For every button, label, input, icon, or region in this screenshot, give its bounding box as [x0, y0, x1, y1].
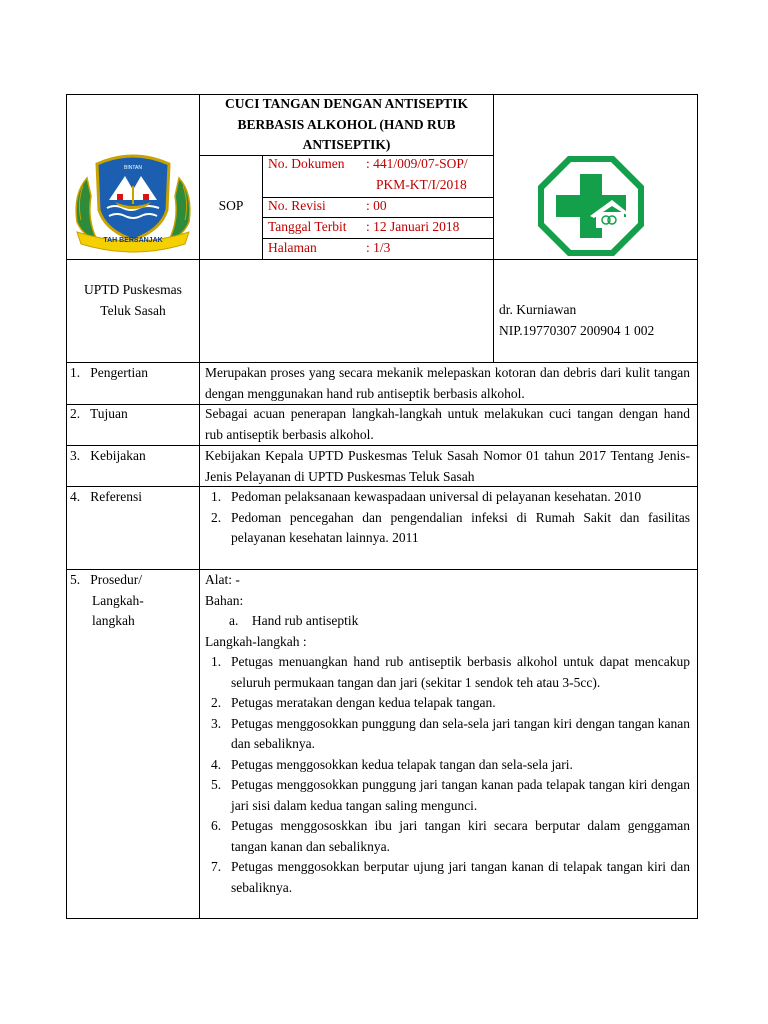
- list-item: [205, 857, 690, 898]
- list-item: [205, 755, 690, 776]
- section-label-referensi: 4. Referensi: [70, 489, 142, 504]
- table-border-left: [66, 94, 67, 919]
- list-number: 2.: [211, 509, 222, 525]
- langkah-list: [205, 652, 690, 898]
- list-number: 3.: [211, 715, 222, 731]
- referensi-list: [205, 487, 690, 549]
- section-text-kebijakan: Kebijakan Kepala UPTD Puskesmas Teluk Sasah Nomor 01 tahun 2017 Tentang Jenis-Jenis Pelayanan di UPTD Puskesmas Teluk Sasah: [205, 448, 690, 484]
- prosedur-label-line: 5. Prosedur/: [70, 572, 142, 587]
- section-label-tujuan: 2. Tujuan: [70, 406, 128, 421]
- list-text: Petugas menggosokkan punggung jari tangan kanan pada telapak tangan kiri dengan jari sisi dalam kedua tangan saling mengunci.: [231, 777, 690, 813]
- list-text: Pedoman pencegahan dan pengendalian infeksi di Rumah Sakit dan fasilitas pelayanan kesehatan lainnya. 2011: [231, 509, 690, 545]
- no-revisi-label: No. Revisi: [268, 198, 326, 213]
- bintan-emblem-logo: [69, 150, 197, 256]
- emblem-top-text: BINTAN: [124, 165, 142, 171]
- bahan-item: a. Hand rub antiseptik: [229, 613, 359, 628]
- divider: [493, 94, 494, 362]
- list-text: Petugas menggosokkan berputar ujung jari tangan kanan di telapak tangan kiri dan sebaliknya.: [231, 859, 690, 895]
- divider: [199, 94, 200, 919]
- signature-block: [499, 300, 695, 341]
- signer-nip: NIP.19770307 200904 1 002: [499, 322, 655, 338]
- prosedur-label-line: Langkah-: [92, 592, 144, 608]
- list-text: Petugas menggosokkan kedua telapak tangan dan sela-sela jari.: [231, 756, 573, 772]
- puskesmas-logo: [536, 154, 646, 258]
- tanggal-terbit-label: Tanggal Terbit: [268, 219, 347, 234]
- no-revisi-value: : 00: [366, 198, 387, 213]
- sop-label: SOP: [218, 198, 244, 213]
- section-text-pengertian: Merupakan proses yang secara mekanik melepaskan kotoran dan debris dari kulit tangan dengan menggunakan hand rub antiseptik berbasis alkohol.: [205, 365, 690, 401]
- org-name: [67, 280, 199, 321]
- list-number: 4.: [211, 756, 222, 772]
- list-number: 6.: [211, 818, 222, 833]
- divider: [262, 155, 263, 259]
- org-name-line: UPTD Puskesmas: [84, 282, 182, 297]
- list-text: Pedoman pelaksanaan kewaspadaan universal di pelayanan kesehatan. 2010: [231, 489, 642, 504]
- section-label-pengertian: 1. Pengertian: [70, 365, 148, 380]
- halaman-value: : 1/3: [366, 240, 391, 255]
- list-number: 1.: [211, 489, 222, 504]
- list-item: [205, 652, 690, 693]
- prosedur-content: [205, 570, 690, 898]
- list-item: [205, 775, 690, 816]
- tanggal-terbit-value: : 12 Januari 2018: [366, 219, 460, 234]
- title-line: CUCI TANGAN DENGAN ANTISEPTIK: [225, 96, 468, 111]
- no-dokumen-value: : 441/009/07-SOP/: [366, 156, 468, 171]
- halaman-label: Halaman: [268, 240, 317, 255]
- list-number: 7.: [211, 859, 222, 874]
- title-line: ANTISEPTIK): [302, 137, 391, 152]
- list-item: [205, 816, 690, 857]
- title-line: BERBASIS ALKOHOL (HAND RUB: [237, 116, 456, 132]
- list-text: Petugas menggosokkan punggung dan sela-sela jari tangan kiri dengan tangan kanan dan sebaliknya.: [231, 715, 690, 751]
- divider: [66, 259, 698, 260]
- signer-name: dr. Kurniawan: [499, 302, 577, 317]
- list-item: [205, 487, 690, 508]
- section-label-prosedur: [70, 570, 144, 632]
- list-text: Petugas menuangkan hand rub antiseptik berbasis alkohol untuk dapat mencakup seluruh permukaan tangan dan jari (sekitar 1 sendok teh atau 3-5cc).: [231, 654, 690, 690]
- no-dokumen-value-cont: PKM-KT/I/2018: [376, 177, 467, 192]
- list-text: Petugas meratakan dengan kedua telapak tangan.: [231, 695, 496, 710]
- list-number: 5.: [211, 777, 222, 792]
- table-border-right: [697, 94, 698, 919]
- section-text-tujuan: Sebagai acuan penerapan langkah-langkah untuk melakukan cuci tangan dengan hand rub antiseptik berbasis alkohol.: [205, 406, 690, 442]
- bahan-text: Bahan:: [205, 592, 244, 608]
- emblem-ribbon-text: TAH BERSANJAK: [103, 237, 163, 244]
- list-item: [205, 693, 690, 714]
- section-label-kebijakan: 3. Kebijakan: [70, 448, 146, 463]
- list-number: 1.: [211, 654, 222, 669]
- list-number: 2.: [211, 695, 222, 710]
- langkah-title: Langkah-langkah :: [205, 633, 307, 649]
- no-dokumen-label: No. Dokumen: [268, 156, 345, 171]
- document-title: [200, 94, 493, 156]
- list-text: Petugas menggososkkan ibu jari tangan kiri secara berputar dalam genggaman tangan kanan dan sebaliknya.: [231, 818, 690, 854]
- prosedur-label-line: langkah: [92, 613, 135, 628]
- list-item: [205, 508, 690, 549]
- table-border-bottom: [66, 918, 698, 919]
- org-name-line: Teluk Sasah: [100, 302, 166, 318]
- list-item: [205, 714, 690, 755]
- alat-text: Alat: -: [205, 572, 240, 587]
